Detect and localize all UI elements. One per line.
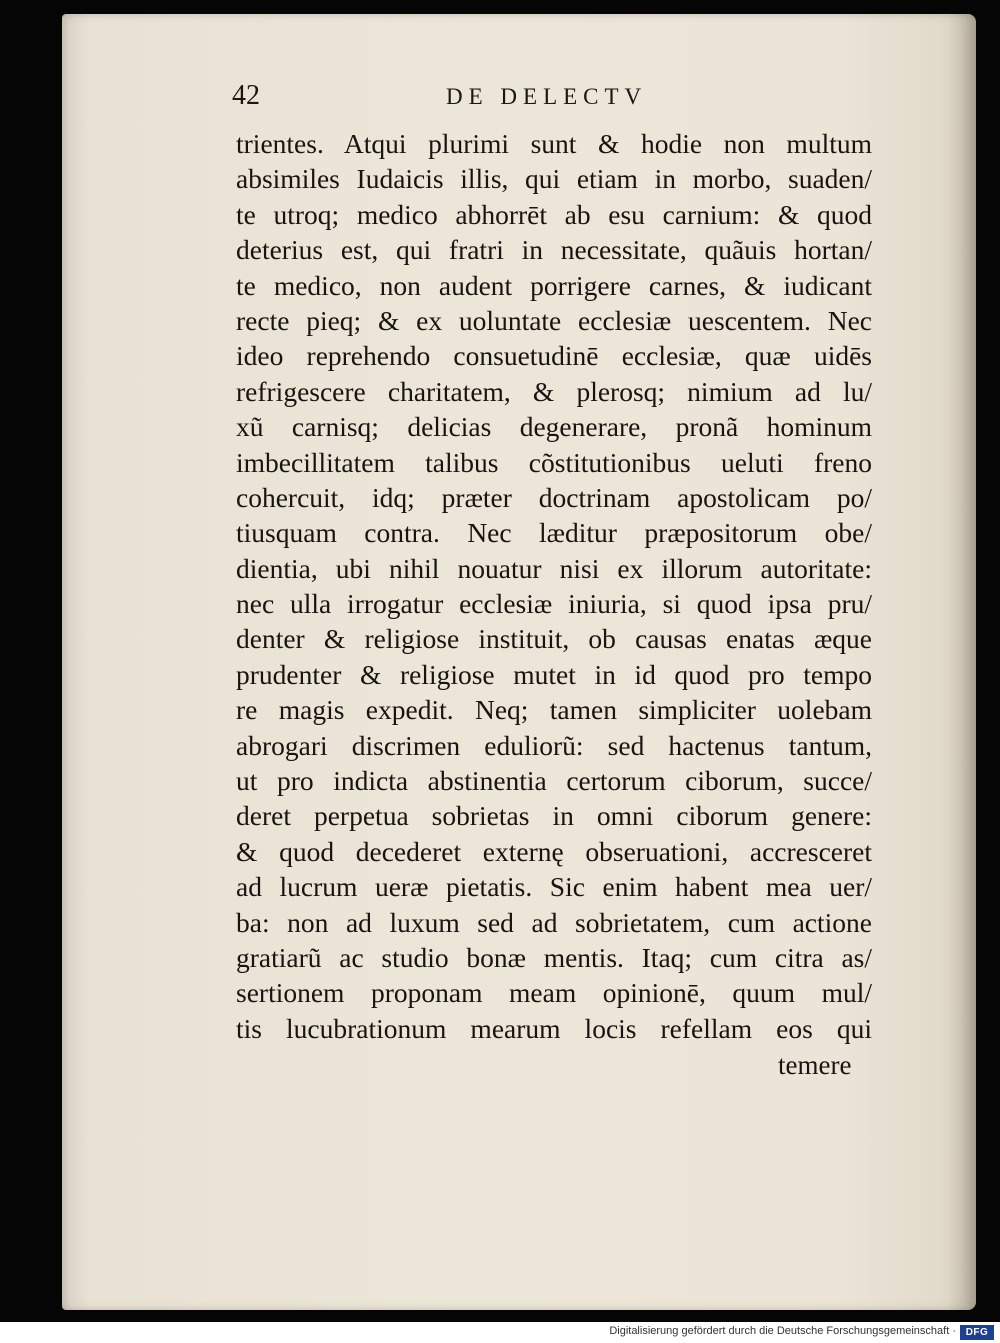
text-line: tis lucubrationum mearum locis refellam eos qui [236, 1012, 872, 1044]
page-header [232, 80, 852, 120]
text-line: denter & religiose instituit, ob causas enatas æque [236, 623, 872, 655]
dfg-logo: DFG [960, 1325, 994, 1340]
footer-bar [0, 1322, 1000, 1343]
text-line: & quod decederet externę obseruationi, accresceret [236, 835, 872, 867]
text-line: ba: non ad luxum sed ad sobrietatem, cum actione [236, 906, 872, 938]
text-line: abrogari discrimen eduliorũ: sed hactenus tantum, [236, 729, 872, 761]
catchword: temere [778, 1050, 852, 1080]
text-line: re magis expedit. Neq; tamen simpliciter uolebam [236, 694, 872, 726]
text-line: xũ carnisq; delicias degenerare, pronã hominum [236, 411, 872, 443]
body-text [236, 126, 872, 1046]
text-line: sertionem proponam meam opinionē, quum mul/ [236, 977, 872, 1009]
text-line: refrigescere charitatem, & plerosq; nimium ad lu/ [236, 375, 872, 407]
text-line: recte pieq; & ex uoluntate ecclesiæ uescentem. Nec [236, 304, 872, 336]
running-title: DE DELECTV [446, 84, 648, 109]
text-line: ut pro indicta abstinentia certorum ciborum, succe/ [236, 765, 872, 797]
text-line: tiusquam contra. Nec læditur præpositorum obe/ [236, 517, 872, 549]
page-edge-shadow [948, 14, 976, 1310]
text-line: trientes. Atqui plurimi sunt & hodie non multum [236, 128, 872, 159]
page-number: 42 [232, 80, 260, 111]
text-line: ideo reprehendo consuetudinē ecclesiæ, quæ uidēs [236, 340, 872, 372]
text-line: te medico, non audent porrigere carnes, & iudicant [236, 269, 872, 301]
text-line: deterius est, qui fratri in necessitate, quãuis hortan/ [236, 234, 872, 266]
text-line: imbecillitatem talibus cõstitutionibus ueluti freno [236, 446, 872, 478]
text-line: deret perpetua sobrietas in omni ciborum genere: [236, 800, 872, 832]
text-line: ad lucrum ueræ pietatis. Sic enim habent mea uer/ [236, 871, 872, 903]
text-line: cohercuit, idq; præter doctrinam apostolicam po/ [236, 481, 872, 513]
text-line: nec ulla irrogatur ecclesiæ iniuria, si quod ipsa pru/ [236, 588, 872, 620]
text-line: dientia, ubi nihil nouatur nisi ex illorum autoritate: [236, 552, 872, 584]
text-line: gratiarũ ac studio bonæ mentis. Itaq; cum citra as/ [236, 941, 872, 973]
text-line: prudenter & religiose mutet in id quod pro tempo [236, 658, 872, 690]
text-line: absimiles Iudaicis illis, qui etiam in morbo, suaden/ [236, 163, 872, 195]
text-line: te utroq; medico abhorrēt ab esu carnium: & quod [236, 198, 872, 230]
funding-credit: Digitalisierung gefördert durch die Deutsche Forschungsgemeinschaft · [609, 1325, 956, 1337]
